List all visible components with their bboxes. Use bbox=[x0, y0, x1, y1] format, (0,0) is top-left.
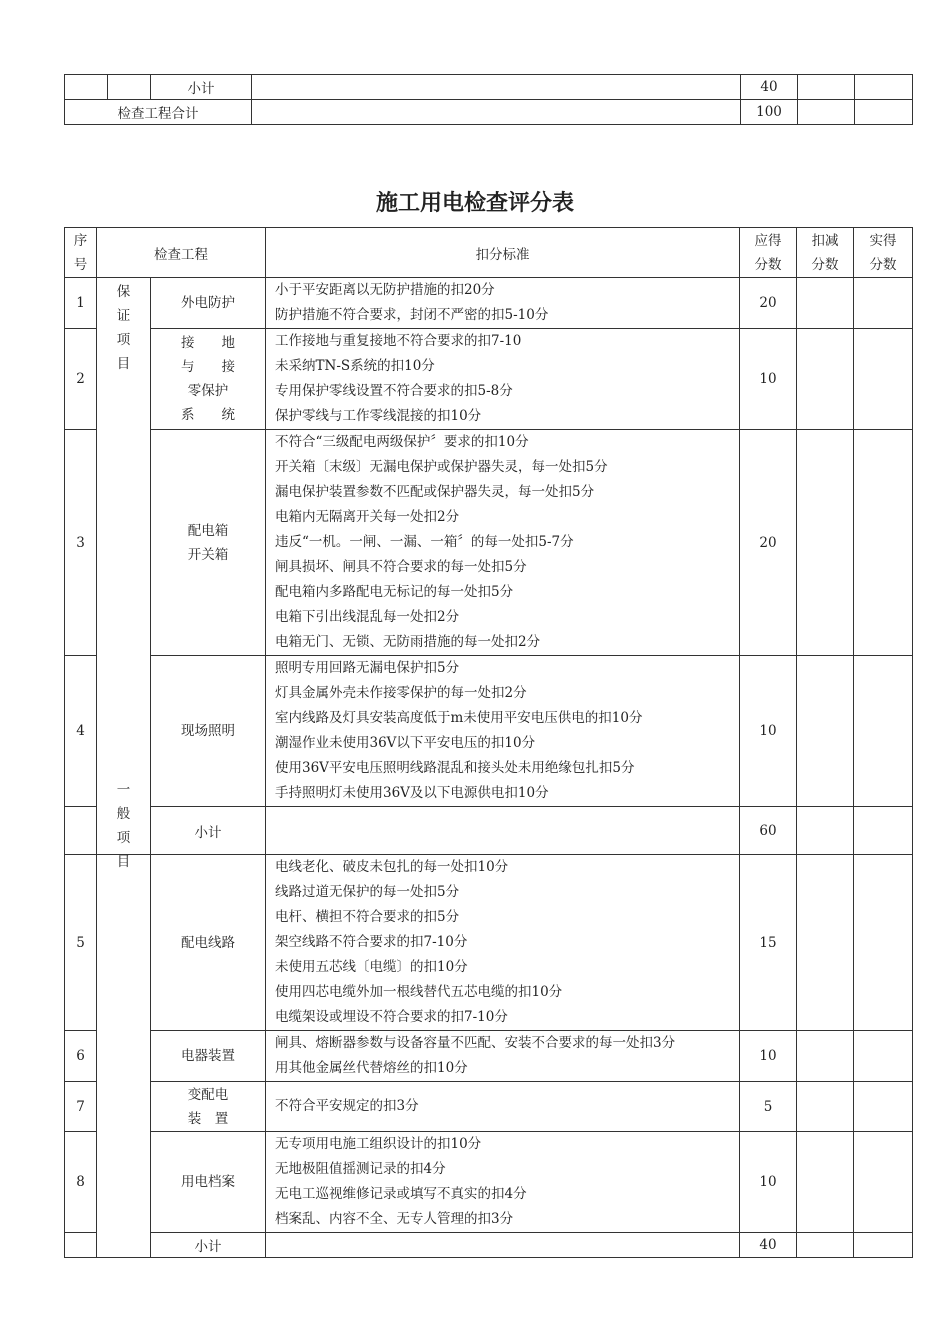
deduct-score-input[interactable] bbox=[797, 1082, 854, 1132]
deduction-rule: 专用保护零线设置不符合要求的扣5-8分 bbox=[275, 383, 513, 399]
deduction-rule: 不符合“三级配电两级保护〞要求的扣10分 bbox=[275, 434, 529, 450]
inspection-item-name: 电器装置 bbox=[151, 1031, 266, 1082]
subtotal-row bbox=[65, 1233, 913, 1258]
actual-score-input[interactable] bbox=[854, 807, 913, 855]
should-score: 10 bbox=[740, 656, 797, 807]
deduction-standard bbox=[266, 656, 740, 807]
actual-score-input[interactable] bbox=[854, 1082, 913, 1132]
row-number bbox=[65, 1233, 97, 1258]
table-row bbox=[65, 75, 913, 100]
header-should-score: 应得 分数 bbox=[740, 228, 797, 278]
deduction-rule: 档案乱、内容不全、无专人管理的扣3分 bbox=[275, 1211, 514, 1227]
deduct-score-input[interactable] bbox=[797, 278, 854, 329]
header-standard: 扣分标准 bbox=[266, 228, 740, 278]
deduction-rule: 灯具金属外壳未作接零保护的每一处扣2分 bbox=[275, 685, 527, 701]
deduction-rule: 电箱无门、无锁、无防雨措施的每一处扣2分 bbox=[275, 634, 541, 650]
deduction-standard bbox=[266, 1082, 740, 1132]
actual-score-input[interactable] bbox=[854, 430, 913, 656]
inspection-item-name: 配电线路 bbox=[151, 855, 266, 1031]
row-number: 3 bbox=[65, 430, 97, 656]
deduction-rule: 违反“一机。一闸、一漏、一箱〞的每一处扣5-7分 bbox=[275, 534, 574, 550]
deduction-rule: 小于平安距离以无防护措施的扣20分 bbox=[275, 282, 495, 298]
deduction-rule: 开关箱〔末级〕无漏电保护或保护器失灵，每一处扣5分 bbox=[275, 459, 608, 475]
category-column-upper bbox=[97, 278, 151, 870]
deduction-standard bbox=[266, 430, 740, 656]
table-row bbox=[65, 100, 913, 125]
deduction-standard bbox=[266, 278, 740, 329]
actual-score-input[interactable] bbox=[854, 329, 913, 430]
actual-score-input[interactable] bbox=[854, 278, 913, 329]
inspection-item-name: 现场照明 bbox=[151, 656, 266, 807]
should-score: 10 bbox=[740, 329, 797, 430]
deduction-rule: 未采纳TN-S系统的扣10分 bbox=[275, 358, 435, 374]
inspection-item-name: 外电防护 bbox=[151, 278, 266, 329]
deduct-score-input[interactable] bbox=[797, 430, 854, 656]
inspection-item-name: 配电箱 开关箱 bbox=[151, 430, 266, 656]
inspection-item-name: 用电档案 bbox=[151, 1132, 266, 1233]
subtotal-row bbox=[65, 807, 913, 855]
table-row bbox=[65, 329, 913, 430]
table-row bbox=[65, 1132, 913, 1233]
table-row bbox=[65, 656, 913, 807]
deduct-score-input[interactable] bbox=[797, 1031, 854, 1082]
actual-score-input[interactable] bbox=[854, 1031, 913, 1082]
subtotal-label: 小计 bbox=[151, 1233, 266, 1258]
table-row bbox=[65, 1031, 913, 1082]
deduction-rule: 未使用五芯线〔电缆〕的扣10分 bbox=[275, 959, 468, 975]
should-score: 5 bbox=[740, 1082, 797, 1132]
deduction-rule: 无电工巡视维修记录或填写不真实的扣4分 bbox=[275, 1186, 527, 1202]
inspection-item-name: 接 地 与 接 零保护 系 统 bbox=[151, 329, 266, 430]
header-item: 检查工程 bbox=[97, 228, 266, 278]
row-number: 1 bbox=[65, 278, 97, 329]
actual-score-input[interactable] bbox=[854, 855, 913, 1031]
deduction-rule: 电线老化、破皮未包扎的每一处扣10分 bbox=[275, 859, 509, 875]
deduction-rule: 无专项用电施工组织设计的扣10分 bbox=[275, 1136, 482, 1152]
should-score: 20 bbox=[740, 278, 797, 329]
row-number: 7 bbox=[65, 1082, 97, 1132]
should-score: 10 bbox=[740, 1031, 797, 1082]
deduction-rule: 线路过道无保护的每一处扣5分 bbox=[275, 884, 460, 900]
table-header-row bbox=[65, 228, 913, 278]
deduct-score-input[interactable] bbox=[797, 1233, 854, 1258]
previous-table-footer bbox=[64, 74, 913, 125]
deduction-rule: 配电箱内多路配电无标记的每一处扣5分 bbox=[275, 584, 514, 600]
deduction-rule: 工作接地与重复接地不符合要求的扣7-10 bbox=[275, 333, 522, 349]
deduction-rule: 使用36V平安电压照明线路混乱和接头处未用绝缘包扎扣5分 bbox=[275, 760, 635, 776]
should-score: 60 bbox=[740, 807, 797, 855]
deduction-rule: 保护零线与工作零线混接的扣10分 bbox=[275, 408, 482, 424]
deduction-rule: 防护措施不符合要求，封闭不严密的扣5-10分 bbox=[275, 307, 549, 323]
deduction-standard bbox=[266, 855, 740, 1031]
deduction-standard bbox=[266, 1132, 740, 1233]
header-actual-score: 实得 分数 bbox=[854, 228, 913, 278]
header-seq: 序 号 bbox=[65, 228, 97, 278]
row-number bbox=[65, 807, 97, 855]
subtotal-label: 小计 bbox=[151, 807, 266, 855]
deduction-rule: 不符合平安规定的扣3分 bbox=[275, 1098, 419, 1114]
actual-score-input[interactable] bbox=[854, 1233, 913, 1258]
row-number: 2 bbox=[65, 329, 97, 430]
deduction-standard bbox=[266, 1031, 740, 1082]
deduction-standard bbox=[266, 807, 740, 855]
deduction-rule: 照明专用回路无漏电保护扣5分 bbox=[275, 660, 460, 676]
should-score: 15 bbox=[740, 855, 797, 1031]
actual-score-input[interactable] bbox=[854, 656, 913, 807]
row-number: 6 bbox=[65, 1031, 97, 1082]
deduction-rule: 架空线路不符合要求的扣7-10分 bbox=[275, 934, 468, 950]
inspection-item-name: 变配电 装 置 bbox=[151, 1082, 266, 1132]
deduction-rule: 闸具、熔断器参数与设备容量不匹配、安装不合要求的每一处扣3分 bbox=[275, 1035, 676, 1051]
inspection-score-table bbox=[64, 227, 913, 1258]
deduction-rule: 潮湿作业未使用36V以下平安电压的扣10分 bbox=[275, 735, 536, 751]
category-general: 一 般 项 目 bbox=[116, 782, 131, 870]
deduct-score-input[interactable] bbox=[797, 1132, 854, 1233]
table-row bbox=[65, 855, 913, 1031]
table-row bbox=[65, 1082, 913, 1132]
deduction-rule: 闸具损坏、闸具不符合要求的每一处扣5分 bbox=[275, 559, 527, 575]
deduction-rule: 用其他金属丝代替熔丝的扣10分 bbox=[275, 1060, 468, 1076]
deduction-standard bbox=[266, 329, 740, 430]
deduction-rule: 电箱下引出线混乱每一处扣2分 bbox=[275, 609, 460, 625]
deduction-rule: 无地极阻值摇测记录的扣4分 bbox=[275, 1161, 446, 1177]
deduction-rule: 使用四芯电缆外加一根线替代五芯电缆的扣10分 bbox=[275, 984, 563, 1000]
total-score: 100 bbox=[741, 100, 798, 125]
deduct-score-input[interactable] bbox=[797, 855, 854, 1031]
category-column-lower bbox=[97, 855, 151, 1258]
should-score: 20 bbox=[740, 430, 797, 656]
page-title: 施工用电检查评分表 bbox=[375, 190, 574, 216]
deduction-rule: 漏电保护装置参数不匹配或保护器失灵，每一处扣5分 bbox=[275, 484, 595, 500]
deduction-rule: 电箱内无隔离开关每一处扣2分 bbox=[275, 509, 460, 525]
header-deduct-score: 扣减 分数 bbox=[797, 228, 854, 278]
deduct-score-input[interactable] bbox=[797, 656, 854, 807]
deduction-rule: 电杆、横担不符合要求的扣5分 bbox=[275, 909, 460, 925]
subtotal-label: 小计 bbox=[151, 75, 252, 100]
deduction-rule: 手持照明灯未使用36V及以下电源供电扣10分 bbox=[275, 785, 549, 801]
deduct-score-input[interactable] bbox=[797, 807, 854, 855]
row-number: 4 bbox=[65, 656, 97, 807]
table-row bbox=[65, 278, 913, 329]
row-number: 8 bbox=[65, 1132, 97, 1233]
deduction-rule: 室内线路及灯具安装高度低于m未使用平安电压供电的扣10分 bbox=[275, 710, 643, 726]
table-row bbox=[65, 430, 913, 656]
actual-score-input[interactable] bbox=[854, 1132, 913, 1233]
deduction-standard bbox=[266, 1233, 740, 1258]
should-score: 10 bbox=[740, 1132, 797, 1233]
deduction-rule: 电缆架设或埋设不符合要求的扣7-10分 bbox=[275, 1009, 508, 1025]
category-guarantee: 保 证 项 目 bbox=[116, 284, 131, 372]
deduct-score-input[interactable] bbox=[797, 329, 854, 430]
should-score: 40 bbox=[740, 1233, 797, 1258]
row-number: 5 bbox=[65, 855, 97, 1031]
total-label: 检查工程合计 bbox=[65, 100, 252, 125]
subtotal-score: 40 bbox=[741, 75, 798, 100]
